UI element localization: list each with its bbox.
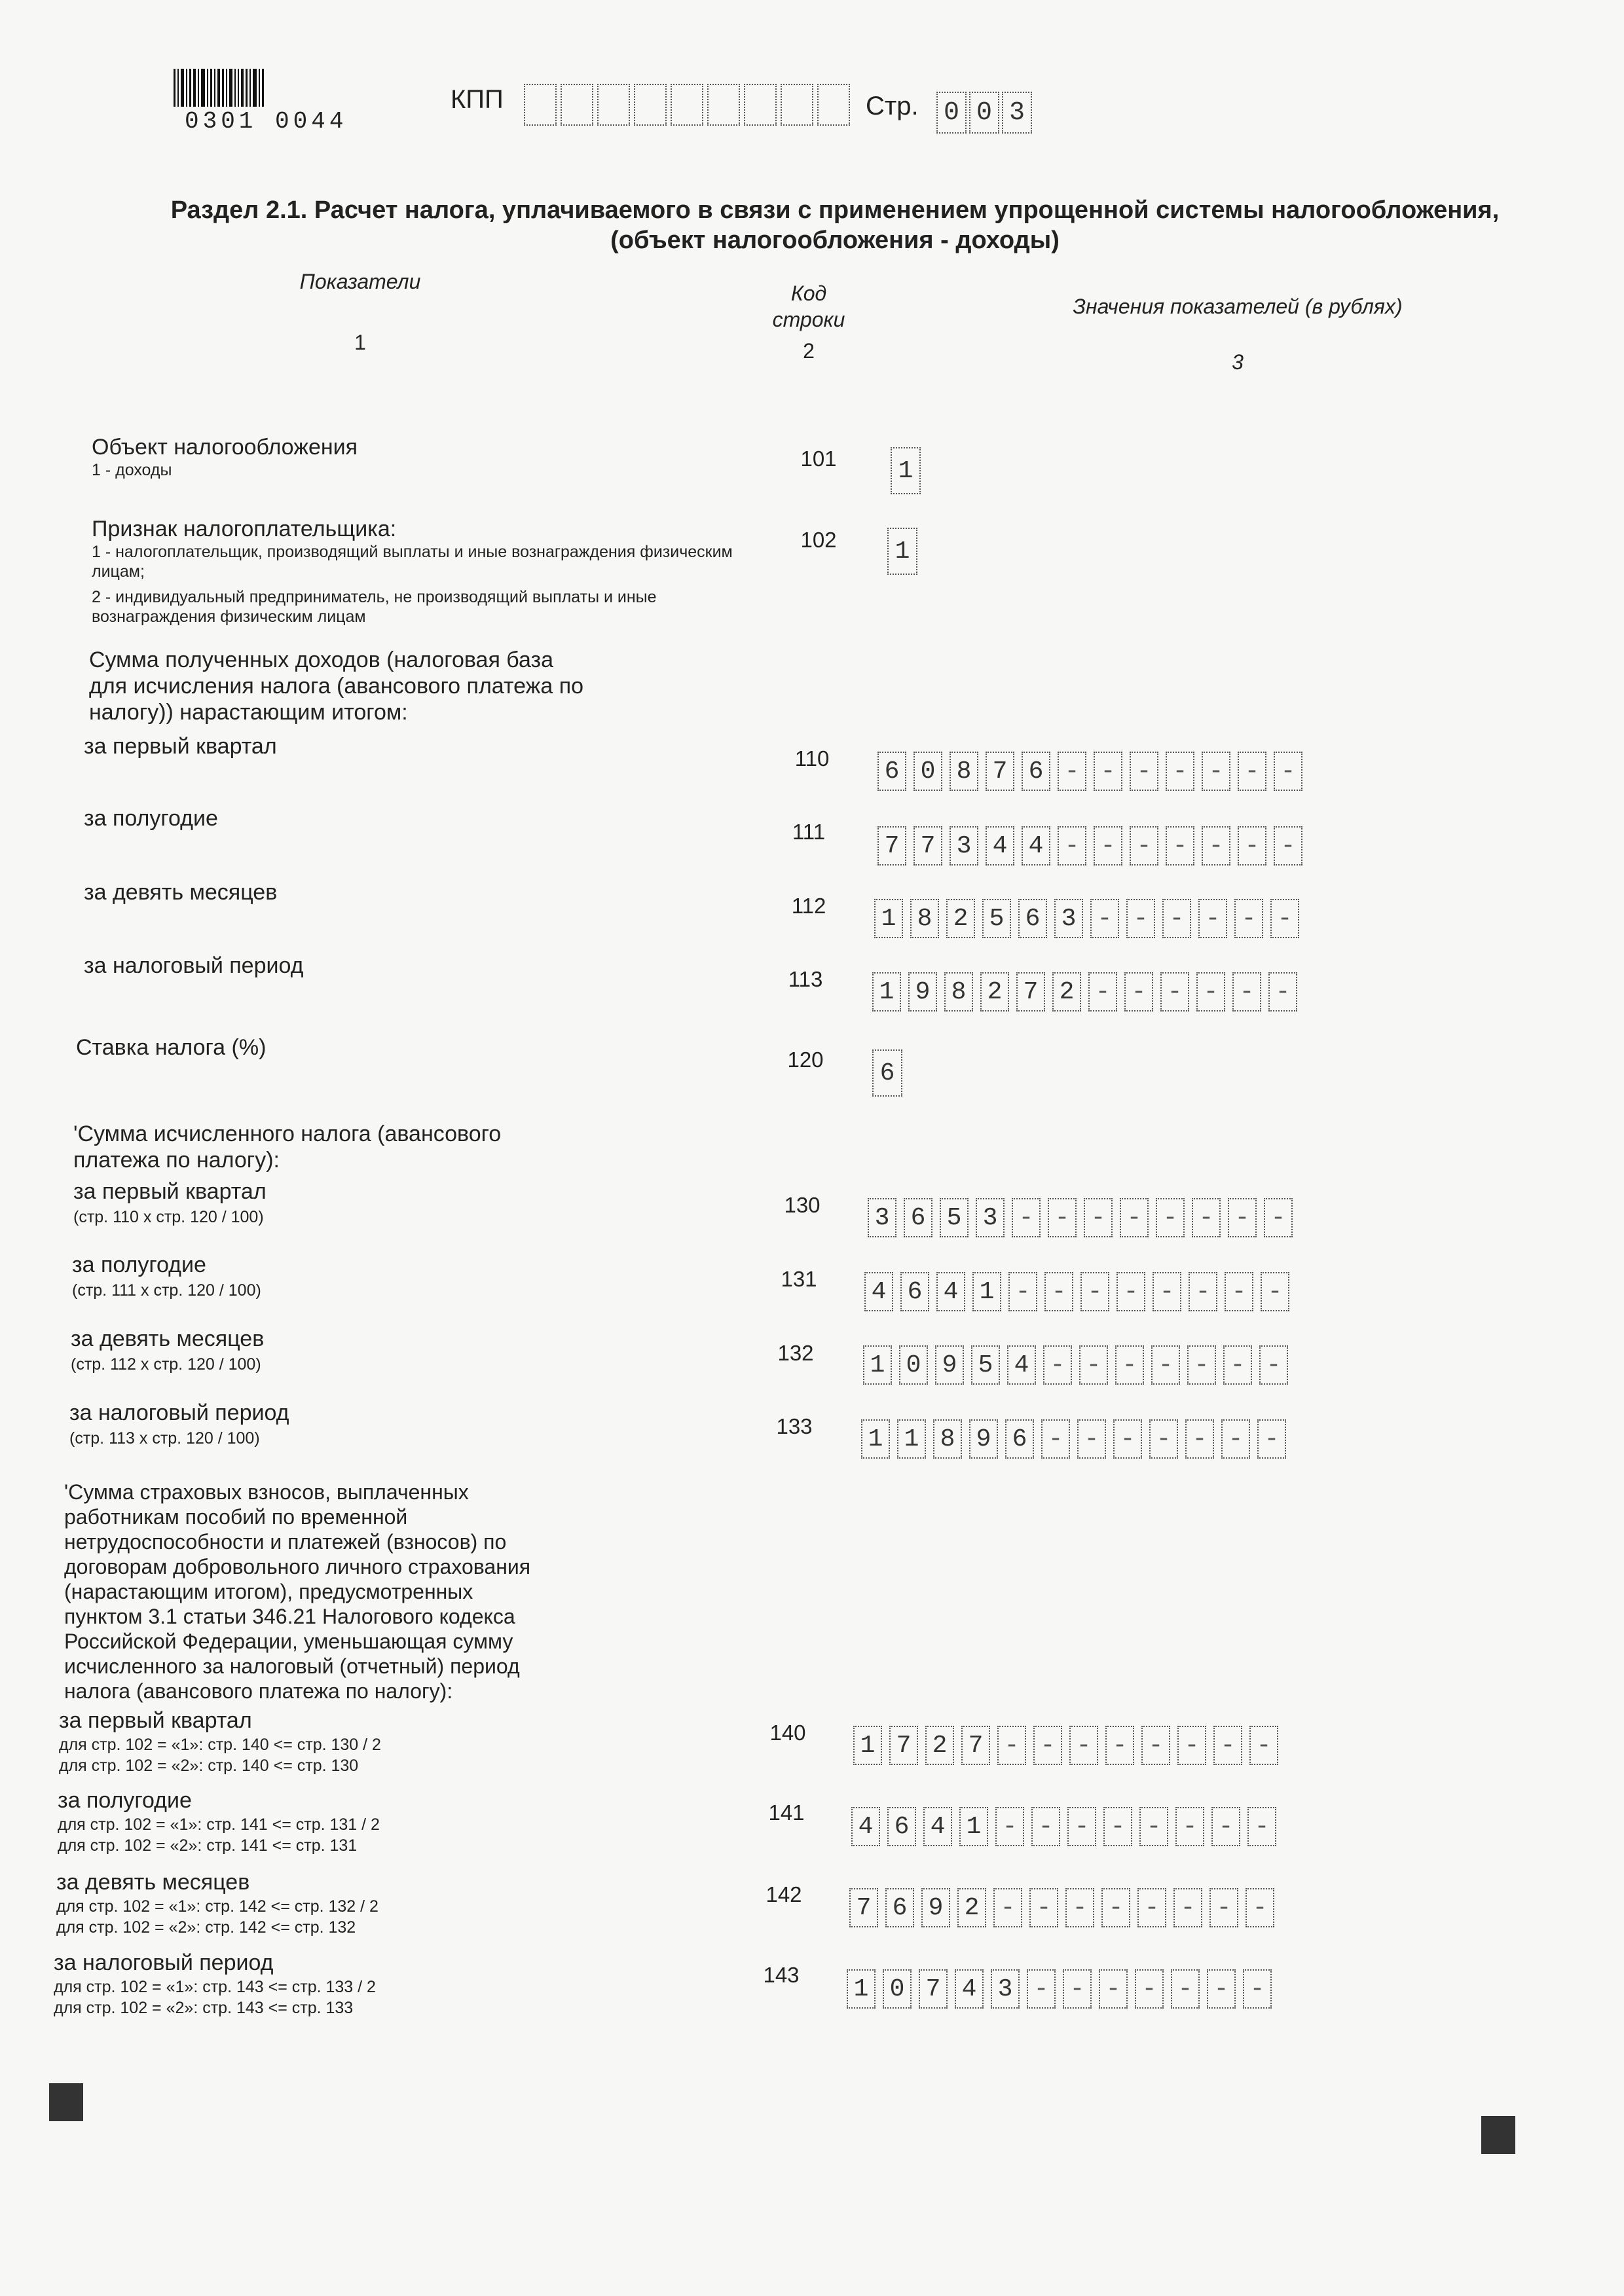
digit-cell[interactable]: - (1105, 1726, 1134, 1765)
digit-cell[interactable]: - (1166, 752, 1194, 791)
digit-cell[interactable]: - (1160, 972, 1189, 1011)
barcode-bar (253, 69, 257, 107)
row-141-label: за полугодие (58, 1788, 192, 1813)
digit-cell[interactable]: - (1249, 1726, 1278, 1765)
digit-cell[interactable]: 5 (940, 1198, 969, 1237)
digit-cell[interactable]: - (1126, 899, 1155, 938)
digit-cell[interactable]: 6 (904, 1198, 932, 1237)
barcode-bar (201, 69, 205, 107)
digit-cell[interactable]: - (1031, 1807, 1060, 1846)
digit-cell[interactable]: 7 (913, 826, 942, 866)
row-111-code: 111 (792, 820, 826, 844)
digit-cell[interactable]: - (1198, 899, 1227, 938)
digit-cell[interactable]: - (1124, 972, 1153, 1011)
barcode-bar (193, 69, 196, 107)
digit-cell[interactable]: - (1115, 1345, 1144, 1385)
row-130-code: 130 (784, 1193, 821, 1217)
row-133-note: (стр. 113 х стр. 120 / 100) (69, 1429, 260, 1448)
barcode-bar (207, 69, 208, 107)
col-header-code: Код строки (772, 282, 845, 331)
kpp-cell[interactable] (561, 84, 593, 126)
row-101-note: 1 - доходы (92, 461, 172, 479)
digit-cell[interactable]: - (1223, 1345, 1252, 1385)
digit-cell[interactable]: 8 (944, 972, 973, 1011)
digit-cell[interactable]: - (1058, 752, 1086, 791)
digit-cell[interactable]: 2 (925, 1726, 954, 1765)
digit-cell[interactable]: - (1177, 1726, 1206, 1765)
digit-cell[interactable]: 6 (877, 752, 906, 791)
row-142-value-cells[interactable] (849, 1888, 1282, 1927)
page-number-cells (936, 92, 1035, 134)
barcode-bar (238, 69, 239, 107)
digit-cell[interactable]: - (1137, 1888, 1166, 1927)
digit-cell[interactable]: 3 (991, 1969, 1020, 2009)
barcode-bar (234, 69, 236, 107)
row-142-code: 142 (766, 1882, 802, 1906)
col-header-indicators: Показатели (299, 270, 421, 293)
digit-cell[interactable]: 1 (853, 1726, 882, 1765)
row-132-value-cells[interactable] (863, 1345, 1295, 1385)
digit-cell[interactable]: 6 (1022, 752, 1050, 791)
row-142-label: за девять месяцев (56, 1870, 250, 1895)
row-112-value-cells[interactable] (874, 899, 1306, 938)
digit-cell[interactable]: - (1094, 752, 1122, 791)
row-101-value-cell[interactable]: 1 (891, 447, 921, 494)
digit-cell[interactable]: - (1162, 899, 1191, 938)
digit-cell[interactable]: - (1211, 1807, 1240, 1846)
row-140-note-2: для стр. 102 = «2»: стр. 140 <= стр. 130 (59, 1757, 359, 1775)
row-133-code: 133 (776, 1414, 813, 1438)
digit-cell[interactable]: - (1141, 1726, 1170, 1765)
digit-cell[interactable]: - (1094, 826, 1122, 866)
row-140-label: за первый квартал (59, 1708, 252, 1733)
digit-cell[interactable]: - (1171, 1969, 1200, 2009)
digit-cell[interactable]: 7 (849, 1888, 878, 1927)
digit-cell[interactable]: - (1238, 752, 1266, 791)
digit-cell[interactable]: - (1228, 1198, 1257, 1237)
digit-cell[interactable]: - (1166, 826, 1194, 866)
digit-cell[interactable]: - (1247, 1807, 1276, 1846)
digit-cell[interactable]: - (1044, 1272, 1073, 1311)
digit-cell[interactable]: - (1048, 1198, 1077, 1237)
row-111-label: за полугодие (84, 806, 218, 831)
digit-cell[interactable]: - (1274, 752, 1302, 791)
digit-cell[interactable]: 4 (1007, 1345, 1036, 1385)
digit-cell[interactable]: - (1139, 1807, 1168, 1846)
row-140-code: 140 (769, 1721, 806, 1745)
digit-cell[interactable]: - (1116, 1272, 1145, 1311)
digit-cell[interactable]: - (1029, 1888, 1058, 1927)
digit-cell[interactable]: 9 (908, 972, 937, 1011)
digit-cell[interactable]: - (1225, 1272, 1253, 1311)
col-header-values: Значения показателей (в рублях) (1073, 295, 1403, 318)
row-113-value-cells[interactable] (872, 972, 1304, 1011)
digit-cell[interactable]: 3 (1054, 899, 1083, 938)
row-140-note-1: для стр. 102 = «1»: стр. 140 <= стр. 130 / 2 (59, 1736, 381, 1754)
kpp-cell[interactable] (597, 84, 630, 126)
row-132-code: 132 (777, 1341, 814, 1365)
row-143-value-cells[interactable] (847, 1969, 1279, 2009)
digit-cell[interactable]: 1 (872, 972, 901, 1011)
row-143-label: за налоговый период (54, 1950, 274, 1975)
digit-cell[interactable]: - (1113, 1419, 1142, 1459)
row-141-note-2: для стр. 102 = «2»: стр. 141 <= стр. 131 (58, 1836, 358, 1855)
page-cell[interactable]: 0 (936, 92, 967, 134)
barcode-bar (177, 69, 179, 107)
digit-cell[interactable]: 7 (889, 1726, 918, 1765)
row-113-label: за налоговый период (84, 953, 304, 978)
digit-cell[interactable]: - (1175, 1807, 1204, 1846)
row-110-value-cells[interactable] (877, 752, 1310, 791)
row-140-value-cells[interactable] (853, 1726, 1285, 1765)
barcode-bar (226, 69, 227, 107)
row-111-value-cells[interactable] (877, 826, 1310, 866)
digit-cell[interactable]: 4 (864, 1272, 893, 1311)
digit-cell[interactable]: 0 (883, 1969, 912, 2009)
row-113-code: 113 (788, 967, 823, 991)
digit-cell[interactable]: - (1213, 1726, 1242, 1765)
section-title-line2: (объект налогообложения - доходы) (610, 227, 1060, 254)
kpp-cell[interactable] (634, 84, 667, 126)
digit-cell[interactable]: - (1058, 826, 1086, 866)
digit-cell[interactable]: 1 (874, 899, 903, 938)
barcode-bar (229, 69, 232, 107)
digit-cell[interactable]: - (1041, 1419, 1070, 1459)
page-label: Стр. (866, 92, 919, 120)
row-131-value-cells[interactable] (864, 1272, 1297, 1311)
row-142-note-1: для стр. 102 = «1»: стр. 142 <= стр. 132 / 2 (56, 1897, 378, 1916)
digit-cell[interactable]: - (1088, 972, 1117, 1011)
digit-cell[interactable]: 1 (959, 1807, 988, 1846)
barcode-bar (210, 69, 212, 107)
digit-cell[interactable]: - (1202, 752, 1230, 791)
section-title (138, 195, 1532, 255)
digit-cell[interactable]: - (1084, 1198, 1113, 1237)
digit-cell[interactable]: 4 (1022, 826, 1050, 866)
digit-cell[interactable]: 8 (910, 899, 939, 938)
digit-cell[interactable]: - (1221, 1419, 1250, 1459)
page-cell[interactable]: 3 (1002, 92, 1032, 134)
row-101-label: Объект налогообложения (92, 435, 358, 460)
row-120-value-cell[interactable]: 6 (872, 1049, 902, 1097)
digit-cell[interactable]: 9 (921, 1888, 950, 1927)
row-133-label: за налоговый период (69, 1400, 289, 1425)
row-110-code: 110 (794, 746, 830, 771)
registration-mark-right (1481, 2116, 1515, 2154)
digit-cell[interactable]: 4 (955, 1969, 984, 2009)
digit-cell[interactable]: 2 (946, 899, 975, 938)
digit-cell[interactable]: - (1149, 1419, 1178, 1459)
row-101-code: 101 (800, 446, 837, 471)
digit-cell[interactable]: 0 (899, 1345, 928, 1385)
row-102-label: Признак налогоплательщика: (92, 517, 397, 541)
digit-cell[interactable]: 6 (887, 1807, 916, 1846)
kpp-cell[interactable] (524, 84, 557, 126)
digit-cell[interactable]: - (1246, 1888, 1274, 1927)
digit-cell[interactable]: - (1027, 1969, 1056, 2009)
digit-cell[interactable]: - (1243, 1969, 1272, 2009)
digit-cell[interactable]: 7 (877, 826, 906, 866)
barcode-number: 0301 0044 (185, 108, 348, 135)
digit-cell[interactable]: - (1008, 1272, 1037, 1311)
barcode-bar (174, 69, 175, 107)
digit-cell[interactable]: - (993, 1888, 1022, 1927)
digit-cell[interactable]: - (1270, 899, 1299, 938)
row-112-code: 112 (791, 894, 826, 918)
digit-cell[interactable]: 4 (936, 1272, 965, 1311)
digit-cell[interactable]: - (1207, 1969, 1236, 2009)
barcode-bar (186, 69, 187, 107)
digit-cell[interactable]: - (1274, 826, 1302, 866)
digit-cell[interactable]: - (1192, 1198, 1221, 1237)
digit-cell[interactable]: - (1120, 1198, 1149, 1237)
digit-cell[interactable]: - (1196, 972, 1225, 1011)
row-131-note: (стр. 111 х стр. 120 / 100) (72, 1281, 261, 1300)
kpp-cell[interactable] (671, 84, 703, 126)
digit-cell[interactable]: - (1130, 752, 1158, 791)
barcode-bar (222, 69, 224, 107)
barcode-bar (181, 69, 184, 107)
col-header-indicators-num: 1 (354, 331, 366, 354)
row-141-code: 141 (768, 1800, 805, 1825)
row-120-label: Ставка налога (%) (76, 1035, 267, 1060)
digit-cell[interactable]: - (1153, 1272, 1181, 1311)
row-131-label: за полугодие (72, 1252, 206, 1277)
digit-cell[interactable]: - (1189, 1272, 1217, 1311)
digit-cell[interactable]: - (1079, 1345, 1108, 1385)
row-143-code: 143 (763, 1963, 800, 1987)
digit-cell[interactable]: - (1103, 1807, 1132, 1846)
digit-cell[interactable]: 1 (863, 1345, 892, 1385)
barcode-bar (214, 69, 215, 107)
digit-cell[interactable]: - (1012, 1198, 1041, 1237)
row-102-code: 102 (800, 528, 837, 552)
barcode-bar (241, 69, 244, 107)
digit-cell[interactable]: 7 (919, 1969, 948, 2009)
row-141-value-cells[interactable] (851, 1807, 1283, 1846)
digit-cell[interactable]: - (997, 1726, 1026, 1765)
digit-cell[interactable]: - (1080, 1272, 1109, 1311)
digit-cell[interactable]: - (1063, 1969, 1092, 2009)
digit-cell[interactable]: 6 (900, 1272, 929, 1311)
row-143-note-2: для стр. 102 = «2»: стр. 143 <= стр. 133 (54, 1999, 354, 2017)
digit-cell[interactable]: - (1090, 899, 1119, 938)
digit-cell[interactable]: 1 (847, 1969, 876, 2009)
digit-cell[interactable]: 1 (861, 1419, 890, 1459)
row-102-value-cell[interactable]: 1 (887, 528, 917, 575)
digit-cell[interactable]: 7 (986, 752, 1014, 791)
digit-cell[interactable]: - (1156, 1198, 1185, 1237)
barcode-bar (262, 69, 264, 107)
kpp-cells (524, 84, 854, 126)
row-133-value-cells[interactable] (861, 1419, 1293, 1459)
digit-cell[interactable]: - (1033, 1726, 1062, 1765)
digit-cell[interactable]: - (1130, 826, 1158, 866)
income-heading: Сумма полученных доходов (налоговая база для исчисления налога (авансового платежа по налогу)) нарастающим итогом: (89, 647, 584, 725)
barcode-bar (217, 69, 220, 107)
digit-cell[interactable]: - (1185, 1419, 1214, 1459)
digit-cell[interactable]: 3 (950, 826, 978, 866)
barcode-bar (246, 69, 248, 107)
row-132-note: (стр. 112 х стр. 120 / 100) (71, 1355, 261, 1374)
digit-cell[interactable]: - (1173, 1888, 1202, 1927)
row-141-note-1: для стр. 102 = «1»: стр. 141 <= стр. 131 / 2 (58, 1815, 380, 1834)
digit-cell[interactable]: - (1151, 1345, 1180, 1385)
digit-cell[interactable]: 5 (971, 1345, 1000, 1385)
kpp-label: КПП (451, 85, 504, 114)
digit-cell[interactable]: 2 (957, 1888, 986, 1927)
digit-cell[interactable]: 7 (961, 1726, 990, 1765)
digit-cell[interactable]: 7 (1016, 972, 1045, 1011)
digit-cell[interactable]: - (1099, 1969, 1128, 2009)
digit-cell[interactable]: 6 (885, 1888, 914, 1927)
digit-cell[interactable]: 4 (851, 1807, 880, 1846)
digit-cell[interactable]: 9 (935, 1345, 964, 1385)
digit-cell[interactable]: 0 (913, 752, 942, 791)
col-header-code-num: 2 (803, 339, 815, 363)
digit-cell[interactable]: 5 (982, 899, 1011, 938)
digit-cell[interactable]: - (1268, 972, 1297, 1011)
digit-cell[interactable]: - (1043, 1345, 1072, 1385)
kpp-cell[interactable] (707, 84, 740, 126)
digit-cell[interactable]: 9 (969, 1419, 998, 1459)
digit-cell[interactable]: - (1101, 1888, 1130, 1927)
row-112-label: за девять месяцев (84, 880, 278, 905)
registration-mark-left (49, 2083, 83, 2121)
digit-cell[interactable]: - (1069, 1726, 1098, 1765)
insurance-heading: 'Сумма страховых взносов, выплаченных работникам пособий по временной нетрудоспособности и платежей (взносов) по договорам добровольного личного страхования (нарастающим итогом), предусмотренных пунктом 3.1 статьи 346.21 Налогового кодекса Российской Федерации, уменьшающая сумму исчисленного за налоговый (отчетный) период налога (авансового платежа по налогу): (64, 1480, 531, 1703)
barcode-bar (259, 69, 260, 107)
digit-cell[interactable]: - (1264, 1198, 1293, 1237)
digit-cell[interactable]: - (1238, 826, 1266, 866)
digit-cell[interactable]: 1 (897, 1419, 926, 1459)
row-132-label: за девять месяцев (71, 1326, 265, 1351)
digit-cell[interactable]: - (1234, 899, 1263, 938)
digit-cell[interactable]: - (1187, 1345, 1216, 1385)
digit-cell[interactable]: 8 (933, 1419, 962, 1459)
digit-cell[interactable]: - (1259, 1345, 1288, 1385)
row-102-note-2: 2 - индивидуальный предприниматель, не производящий выплаты и иные вознаграждения физическим лицам (92, 588, 657, 626)
row-142-note-2: для стр. 102 = «2»: стр. 142 <= стр. 132 (56, 1918, 356, 1937)
digit-cell[interactable]: 1 (972, 1272, 1001, 1311)
row-102-note-1: 1 - налогоплательщик, производящий выплаты и иные вознаграждения физическим лицам; (92, 543, 733, 581)
digit-cell[interactable]: 4 (986, 826, 1014, 866)
row-130-label: за первый квартал (73, 1179, 267, 1204)
digit-cell[interactable]: - (1209, 1888, 1238, 1927)
row-130-note: (стр. 110 х стр. 120 / 100) (73, 1208, 264, 1226)
section-title-line1: Раздел 2.1. Расчет налога, уплачиваемого в связи с применением упрощенной системы налогообложения, (170, 196, 1500, 224)
row-110-label: за первый квартал (84, 734, 277, 759)
digit-cell[interactable]: 6 (1005, 1419, 1034, 1459)
tax-heading: 'Сумма исчисленного налога (авансового платежа по налогу): (73, 1121, 502, 1173)
digit-cell[interactable]: - (1202, 826, 1230, 866)
row-130-value-cells[interactable] (868, 1198, 1300, 1237)
digit-cell[interactable]: 3 (976, 1198, 1005, 1237)
digit-cell[interactable]: 4 (923, 1807, 952, 1846)
kpp-cell[interactable] (744, 84, 777, 126)
digit-cell[interactable]: - (1077, 1419, 1106, 1459)
barcode-bar (249, 69, 251, 107)
kpp-cell[interactable] (781, 84, 813, 126)
digit-cell[interactable]: - (1261, 1272, 1289, 1311)
digit-cell[interactable]: 6 (1018, 899, 1047, 938)
digit-cell[interactable]: 3 (868, 1198, 896, 1237)
digit-cell[interactable]: - (1065, 1888, 1094, 1927)
digit-cell[interactable]: - (995, 1807, 1024, 1846)
digit-cell[interactable]: 8 (950, 752, 978, 791)
row-131-code: 131 (781, 1267, 817, 1291)
digit-cell[interactable]: - (1232, 972, 1261, 1011)
digit-cell[interactable]: - (1257, 1419, 1286, 1459)
row-120-code: 120 (787, 1048, 824, 1072)
digit-cell[interactable]: - (1135, 1969, 1164, 2009)
digit-cell[interactable]: 2 (980, 972, 1009, 1011)
digit-cell[interactable]: 2 (1052, 972, 1081, 1011)
digit-cell[interactable]: - (1067, 1807, 1096, 1846)
barcode-bar (198, 69, 199, 107)
row-143-note-1: для стр. 102 = «1»: стр. 143 <= стр. 133 / 2 (54, 1978, 376, 1996)
kpp-cell[interactable] (817, 84, 850, 126)
barcode-bar (189, 69, 191, 107)
col-header-values-num: 3 (1232, 350, 1244, 374)
page-cell[interactable]: 0 (969, 92, 999, 134)
